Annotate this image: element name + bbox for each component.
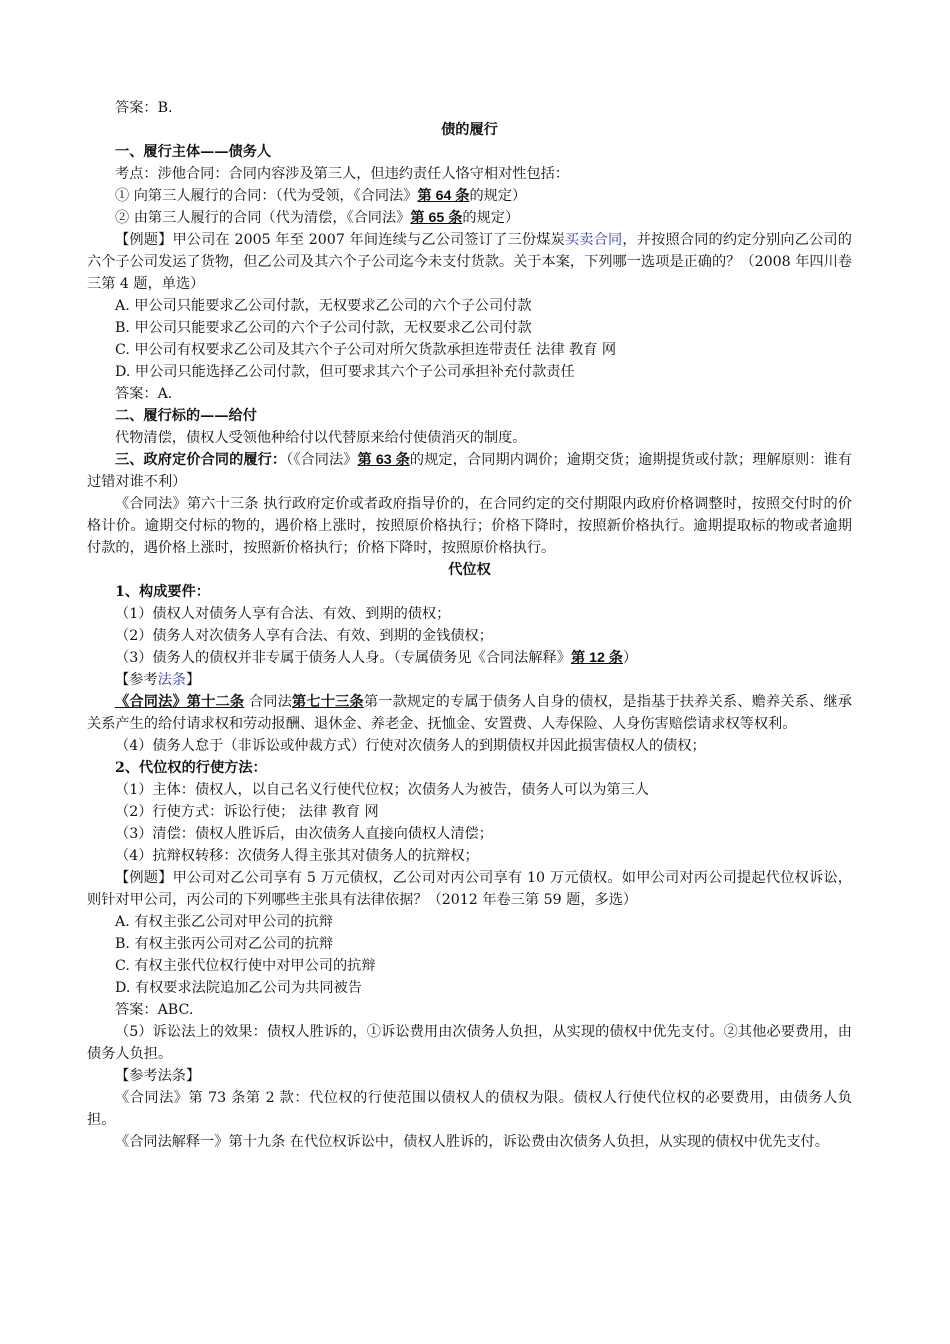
requirement-2: （2）债务人对次债务人享有合法、有效、到期的金钱债权；	[115, 628, 493, 644]
article-ref: 第 64 条	[417, 188, 470, 204]
method-1: （1）主体：债权人，以自己名义行使代位权；次债务人为被告，债务人可以为第三人	[115, 782, 649, 798]
method-2: （2）行使方式：诉讼行使； 法律 教育 网	[115, 804, 379, 820]
article-ref: 第七十三条	[292, 694, 364, 710]
example-question-2: 【例题】甲公司对乙公司享有 5 万元债权，乙公司对丙公司享有 10 万元债权。如甲公司对丙公司提起代位权诉讼，则针对甲公司，丙公司的下列哪些主张具有法律依据？（2012 年卷三第 59 题，多选）	[87, 870, 852, 908]
method-5-litigation-effect: （5）诉讼法上的效果：债权人胜诉的，①诉讼费用由次债务人负担，从实现的债权中优先支付。②其他必要费用，由债务人负担。	[87, 1024, 852, 1062]
option-a: A. 甲公司只能要求乙公司付款，无权要求乙公司的六个子公司付款	[115, 298, 532, 314]
option-d: D. 甲公司只能选择乙公司付款，但可要求其六个子公司承担补充付款责任	[115, 364, 575, 380]
answer-line: 答案：B.	[115, 100, 173, 116]
contract-type-1: ① 向第三人履行的合同：（代为受领，《合同法》第 64 条的规定）	[115, 188, 527, 204]
answer-line: 答案：A.	[115, 386, 173, 402]
method-4: （4）抗辩权转移：次债务人得主张其对债务人的抗辩权；	[115, 848, 479, 864]
method-3: （3）清偿：债权人胜诉后，由次债务人直接向债权人清偿；	[115, 826, 493, 842]
article-ref: 第 65 条	[410, 210, 463, 226]
option-b: B. 甲公司只能要求乙公司的六个子公司付款，无权要求乙公司付款	[115, 320, 532, 336]
article-ref: 《合同法》第十二条	[115, 694, 245, 710]
option-c: C. 甲公司有权要求乙公司及其六个子公司对所欠货款承担连带责任 法律 教育 网	[115, 342, 617, 358]
option-d: D. 有权要求法院追加乙公司为共同被告	[115, 980, 362, 996]
article-73-text: 《合同法》第 73 条第 2 款：代位权的行使范围以债权人的债权为限。债权人行使代位权的必要费用，由债务人负担。	[87, 1090, 852, 1128]
section-title-debt-performance: 债的履行	[441, 122, 498, 138]
requirement-1: （1）债权人对债务人享有合法、有效、到期的债权；	[115, 606, 451, 622]
article-ref: 第 63 条	[357, 452, 410, 468]
heading-performance-subject: 一、履行主体——债务人	[115, 144, 272, 160]
requirement-4: （4）债务人怠于（非诉讼或仲裁方式）行使对次债务人的到期债权并因此损害债权人的债权；	[115, 738, 706, 754]
exam-point-line: 考点：涉他合同：合同内容涉及第三人，但违约责任人恪守相对性包括：	[115, 166, 570, 182]
heading-exercise-methods: 2、代位权的行使方法：	[115, 760, 267, 776]
law-articles-link[interactable]: 法条	[157, 672, 186, 688]
heading-requirements: 1、构成要件：	[115, 584, 210, 600]
reference-law-label: 【参考法条】	[115, 672, 201, 688]
article-63-text: 《合同法》第六十三条 执行政府定价或者政府指导价的，在合同约定的交付期限内政府价格调整时，按照交付时的价格计价。逾期交付标的物的，遇价格上涨时，按照原价格执行；价格下降时，按照新价格执行。逾期提取标的物或者逾期付款的，遇价格上涨时，按照新价格执行；价格下降时，按照原价格执行。	[87, 496, 852, 556]
contract-type-2: ② 由第三人履行的合同（代为清偿，《合同法》第 65 条的规定）	[115, 210, 520, 226]
heading-performance-object: 二、履行标的——给付	[115, 408, 257, 424]
reference-law-label: 【参考法条】	[115, 1068, 201, 1084]
section-title-subrogation: 代位权	[448, 562, 491, 578]
sales-contract-link[interactable]: 买卖合同	[564, 232, 623, 248]
substitute-performance-text: 代物清偿，债权人受领他种给付以代替原来给付使债消灭的制度。	[115, 430, 527, 446]
option-a: A. 有权主张乙公司对甲公司的抗辩	[115, 914, 333, 930]
interpretation-19-text: 《合同法解释一》第十九条 在代位权诉讼中，债权人胜诉的，诉讼费由次债务人负担，从实现的债权中优先支付。	[115, 1134, 829, 1150]
option-b: B. 有权主张丙公司对乙公司的抗辩	[115, 936, 334, 952]
article-12-text: 《合同法》第十二条 合同法第七十三条第一款规定的专属于债务人自身的债权，是指基于扶养关系、赡养关系、继承关系产生的给付请求权和劳动报酬、退休金、养老金、抚恤金、安置费、人寿保险、人身伤害赔偿请求权等权利。	[87, 694, 852, 732]
requirement-3: （3）债务人的债权并非专属于债务人人身。（专属债务见《合同法解释》第 12 条）	[115, 650, 638, 666]
option-c: C. 有权主张代位权行使中对甲公司的抗辩	[115, 958, 376, 974]
article-ref: 第 12 条	[570, 650, 623, 666]
example-question-1: 【例题】甲公司在 2005 年至 2007 年间连续与乙公司签订了三份煤炭买卖合同，并按照合同的约定分别向乙公司的六个子公司发运了货物，但乙公司及其六个子公司迄今未支付货款。关于本案，下列哪一选项是正确的？（2008 年四川卷三第 4 题，单选）	[87, 232, 852, 292]
answer-line: 答案：ABC.	[115, 1002, 194, 1018]
government-pricing-heading: 三、政府定价合同的履行：（《合同法》第 63 条的规定，合同期内调价；逾期交货；逾期提货或付款；理解原则：谁有过错对谁不利）	[87, 452, 852, 490]
